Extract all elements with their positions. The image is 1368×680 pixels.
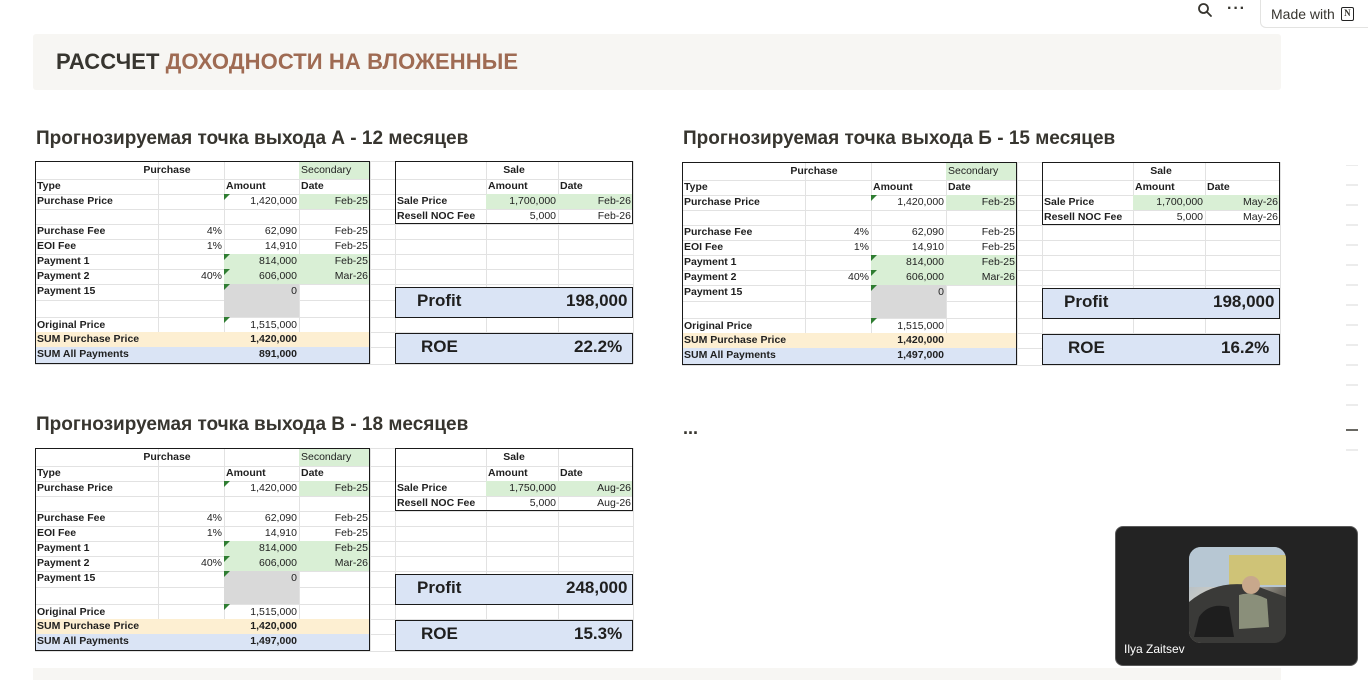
resell-fee-value[interactable]: 5,000 (529, 210, 556, 222)
purchase-price-value[interactable]: 1,420,000 (224, 194, 299, 209)
roe-label[interactable]: ROE (395, 620, 515, 651)
profit-value[interactable]: 248,000 (486, 574, 633, 605)
payment2-label[interactable]: Payment 2 (684, 271, 737, 283)
grid-line (35, 364, 633, 365)
payment15-label[interactable]: Payment 15 (37, 285, 96, 297)
more-options-icon[interactable]: ··· (1227, 0, 1246, 17)
sale-price-label[interactable]: Sale Price (1044, 196, 1095, 208)
scenario-b-heading: Прогнозируемая точка выхода Б - 15 месяцев (683, 128, 1116, 149)
col-amount[interactable]: Amount (226, 467, 266, 479)
purchase-fee-label[interactable]: Purchase Fee (37, 225, 106, 237)
page-title-callout (33, 34, 1281, 90)
sale-col-amount[interactable]: Amount (1135, 181, 1175, 193)
payment1-label[interactable]: Payment 1 (37, 542, 90, 554)
eoi-fee-label[interactable]: EOI Fee (37, 240, 77, 252)
purchase-price-label[interactable]: Purchase Price (684, 196, 760, 208)
roe-value[interactable]: 16.2% (1133, 334, 1280, 365)
payment15-value[interactable]: 0 (871, 285, 946, 301)
purchase-price-value[interactable]: 1,420,000 (871, 195, 946, 210)
sale-header[interactable]: Sale (503, 451, 525, 463)
sum-purchase-label[interactable]: SUM Purchase Price (35, 619, 224, 634)
payment2-value[interactable]: 606,000 (871, 270, 946, 285)
sum-all-value[interactable]: 891,000 (224, 347, 299, 364)
sale-price-date[interactable]: Feb-26 (558, 194, 633, 209)
scenario-b-sheet (682, 162, 1280, 367)
scenario-c-heading: Прогнозируемая точка выхода В - 18 месяцев (36, 414, 469, 435)
col-amount[interactable]: Amount (226, 180, 266, 192)
table-border (395, 333, 633, 364)
table-border (682, 162, 1017, 365)
resell-fee-date[interactable]: Aug-26 (597, 497, 631, 509)
sum-purchase-value[interactable]: 1,420,000 (871, 333, 946, 348)
payment2-pct[interactable]: 40% (847, 271, 869, 283)
sale-price-label[interactable]: Sale Price (397, 195, 448, 207)
purchase-price-value[interactable]: 1,420,000 (224, 481, 299, 496)
payment1-date[interactable]: Feb-25 (299, 541, 370, 556)
grid-line (370, 448, 371, 651)
payment15-label[interactable]: Payment 15 (37, 572, 96, 584)
table-border (395, 448, 633, 511)
secondary-badge[interactable]: Secondary (299, 161, 370, 179)
payment1-value[interactable]: 814,000 (871, 255, 946, 270)
table-border (395, 161, 633, 224)
payment15-value[interactable]: 0 (224, 571, 299, 587)
sale-price-value[interactable]: 1,750,000 (486, 481, 558, 496)
grid-line (682, 365, 1280, 366)
sale-col-amount[interactable]: Amount (488, 180, 528, 192)
sale-price-date[interactable]: May-26 (1205, 195, 1280, 210)
purchase-header[interactable]: Purchase (143, 164, 191, 176)
purchase-header[interactable]: Purchase (143, 451, 191, 463)
notion-logo-icon: N (1341, 7, 1354, 21)
original-price-value[interactable]: 1,515,000 (224, 317, 299, 332)
original-price-label[interactable]: Original Price (37, 319, 106, 331)
resell-fee-label[interactable]: Resell NOC Fee (1044, 211, 1123, 223)
profit-value[interactable]: 198,000 (486, 287, 633, 318)
grid-line (1280, 162, 1281, 365)
col-date[interactable]: Date (948, 181, 971, 193)
sum-all-label[interactable]: SUM All Payments (35, 347, 224, 364)
col-date[interactable]: Date (301, 467, 324, 479)
payment1-label[interactable]: Payment 1 (684, 256, 737, 268)
eoi-fee-pct[interactable]: 1% (206, 527, 222, 539)
payment1-label[interactable]: Payment 1 (37, 255, 90, 267)
payment1-date[interactable]: Feb-25 (946, 255, 1017, 270)
made-with-notion-badge[interactable] (1260, 0, 1368, 28)
resell-fee-value[interactable]: 5,000 (1176, 211, 1203, 223)
eoi-fee-date[interactable]: Feb-25 (334, 240, 368, 252)
col-amount[interactable]: Amount (873, 181, 913, 193)
profit-label[interactable]: Profit (395, 287, 515, 318)
original-price-label[interactable]: Original Price (37, 606, 106, 618)
profit-value[interactable]: 198,000 (1133, 288, 1280, 319)
sum-all-label[interactable]: SUM All Payments (682, 348, 871, 365)
secondary-badge[interactable]: Secondary (299, 448, 370, 466)
eoi-fee-pct[interactable]: 1% (206, 240, 222, 252)
table-border (1042, 288, 1280, 319)
eoi-fee-date[interactable]: Feb-25 (334, 527, 368, 539)
purchase-fee-value[interactable]: 62,090 (264, 512, 297, 524)
purchase-fee-value[interactable]: 62,090 (911, 226, 944, 238)
table-border (395, 287, 633, 318)
grid-line (1017, 162, 1018, 365)
purchase-price-date[interactable]: Feb-25 (299, 194, 370, 209)
sale-col-date[interactable]: Date (1207, 181, 1230, 193)
eoi-fee-pct[interactable]: 1% (853, 241, 869, 253)
payment2-value[interactable]: 606,000 (224, 556, 299, 571)
eoi-fee-label[interactable]: EOI Fee (684, 241, 724, 253)
resell-fee-label[interactable]: Resell NOC Fee (397, 497, 476, 509)
purchase-price-date[interactable]: Feb-25 (946, 195, 1017, 210)
payment15-label[interactable]: Payment 15 (684, 286, 743, 298)
payment2-date[interactable]: Mar-26 (946, 270, 1017, 285)
grid-line (35, 651, 633, 652)
payment2-label[interactable]: Payment 2 (37, 270, 90, 282)
resell-fee-date[interactable]: May-26 (1242, 211, 1278, 223)
purchase-fee-label[interactable]: Purchase Fee (684, 226, 753, 238)
purchase-price-label[interactable]: Purchase Price (37, 195, 113, 207)
table-border (35, 161, 370, 364)
payment2-date[interactable]: Mar-26 (299, 269, 370, 284)
eoi-fee-label[interactable]: EOI Fee (37, 527, 77, 539)
next-block-callout (33, 668, 1281, 680)
sum-purchase-value[interactable]: 1,420,000 (224, 619, 299, 634)
payment2-date[interactable]: Mar-26 (299, 556, 370, 571)
payment2-pct[interactable]: 40% (200, 557, 222, 569)
profit-label[interactable]: Profit (1042, 288, 1162, 319)
purchase-header[interactable]: Purchase (790, 165, 838, 177)
payment2-pct[interactable]: 40% (200, 270, 222, 282)
table-border (395, 574, 633, 605)
sale-price-value[interactable]: 1,700,000 (486, 194, 558, 209)
roe-value[interactable]: 15.3% (486, 620, 633, 651)
original-price-value[interactable]: 1,515,000 (224, 604, 299, 619)
grid-line (633, 448, 634, 651)
sum-purchase-label[interactable]: SUM Purchase Price (682, 333, 871, 348)
resell-fee-value[interactable]: 5,000 (529, 497, 556, 509)
payment15-value[interactable]: 0 (224, 284, 299, 300)
roe-label[interactable]: ROE (1042, 334, 1162, 365)
purchase-fee-label[interactable]: Purchase Fee (37, 512, 106, 524)
purchase-fee-date[interactable]: Feb-25 (334, 512, 368, 524)
col-type[interactable]: Type (37, 467, 61, 479)
table-border (395, 620, 633, 651)
sum-purchase-label[interactable]: SUM Purchase Price (35, 332, 224, 347)
col-type[interactable]: Type (37, 180, 61, 192)
roe-value[interactable]: 22.2% (486, 333, 633, 364)
table-border (1042, 334, 1280, 365)
payment1-date[interactable]: Feb-25 (299, 254, 370, 269)
scroll-outline-ticks[interactable] (1346, 165, 1360, 635)
page-title-brown: ДОХОДНОСТИ НА ВЛОЖЕННЫЕ (165, 49, 519, 74)
table-border (35, 448, 370, 651)
grid-line (633, 161, 634, 364)
sale-price-value[interactable]: 1,700,000 (1133, 195, 1205, 210)
col-date[interactable]: Date (301, 180, 324, 192)
sale-col-amount[interactable]: Amount (488, 467, 528, 479)
sale-price-label[interactable]: Sale Price (397, 482, 448, 494)
payment1-value[interactable]: 814,000 (224, 254, 299, 269)
sum-all-label[interactable]: SUM All Payments (35, 634, 224, 651)
payment1-value[interactable]: 814,000 (224, 541, 299, 556)
resell-fee-label[interactable]: Resell NOC Fee (397, 210, 476, 222)
eoi-fee-value[interactable]: 14,910 (264, 527, 297, 539)
secondary-badge[interactable]: Secondary (946, 162, 1017, 180)
roe-label[interactable]: ROE (395, 333, 515, 364)
participant-name: Ilya Zaitsev (1124, 642, 1185, 656)
profit-label[interactable]: Profit (395, 574, 515, 605)
made-with-label: Made with (1271, 5, 1335, 22)
purchase-fee-date[interactable]: Feb-25 (334, 225, 368, 237)
eoi-fee-date[interactable]: Feb-25 (981, 241, 1015, 253)
page-title-dark: РАССЧЕТ (56, 49, 160, 74)
eoi-fee-value[interactable]: 14,910 (264, 240, 297, 252)
sum-all-value[interactable]: 1,497,000 (224, 634, 299, 651)
payment2-label[interactable]: Payment 2 (37, 557, 90, 569)
purchase-fee-pct[interactable]: 4% (206, 512, 222, 524)
sale-price-date[interactable]: Aug-26 (558, 481, 633, 496)
eoi-fee-value[interactable]: 14,910 (911, 241, 944, 253)
more-placeholder: ... (683, 418, 699, 438)
col-type[interactable]: Type (684, 181, 708, 193)
purchase-fee-pct[interactable]: 4% (853, 226, 869, 238)
search-icon[interactable] (1197, 2, 1213, 23)
purchase-price-date[interactable]: Feb-25 (299, 481, 370, 496)
purchase-price-label[interactable]: Purchase Price (37, 482, 113, 494)
participant-avatar (1189, 547, 1286, 643)
purchase-fee-value[interactable]: 62,090 (264, 225, 297, 237)
scenario-c-sheet (35, 448, 633, 653)
purchase-fee-date[interactable]: Feb-25 (981, 226, 1015, 238)
original-price-label[interactable]: Original Price (684, 320, 753, 332)
table-border (1042, 162, 1280, 225)
sale-col-date[interactable]: Date (560, 180, 583, 192)
resell-fee-date[interactable]: Feb-26 (597, 210, 631, 222)
scenario-a-heading: Прогнозируемая точка выхода А - 12 месяцев (36, 128, 469, 149)
sum-purchase-value[interactable]: 1,420,000 (224, 332, 299, 347)
purchase-fee-pct[interactable]: 4% (206, 225, 222, 237)
sale-header[interactable]: Sale (503, 164, 525, 176)
payment2-value[interactable]: 606,000 (224, 269, 299, 284)
sale-header[interactable]: Sale (1150, 165, 1172, 177)
grid-line (370, 161, 371, 364)
sale-col-date[interactable]: Date (560, 467, 583, 479)
scenario-a-sheet (35, 161, 633, 366)
original-price-value[interactable]: 1,515,000 (871, 318, 946, 333)
video-participant-tile[interactable] (1115, 526, 1358, 666)
sum-all-value[interactable]: 1,497,000 (871, 348, 946, 365)
